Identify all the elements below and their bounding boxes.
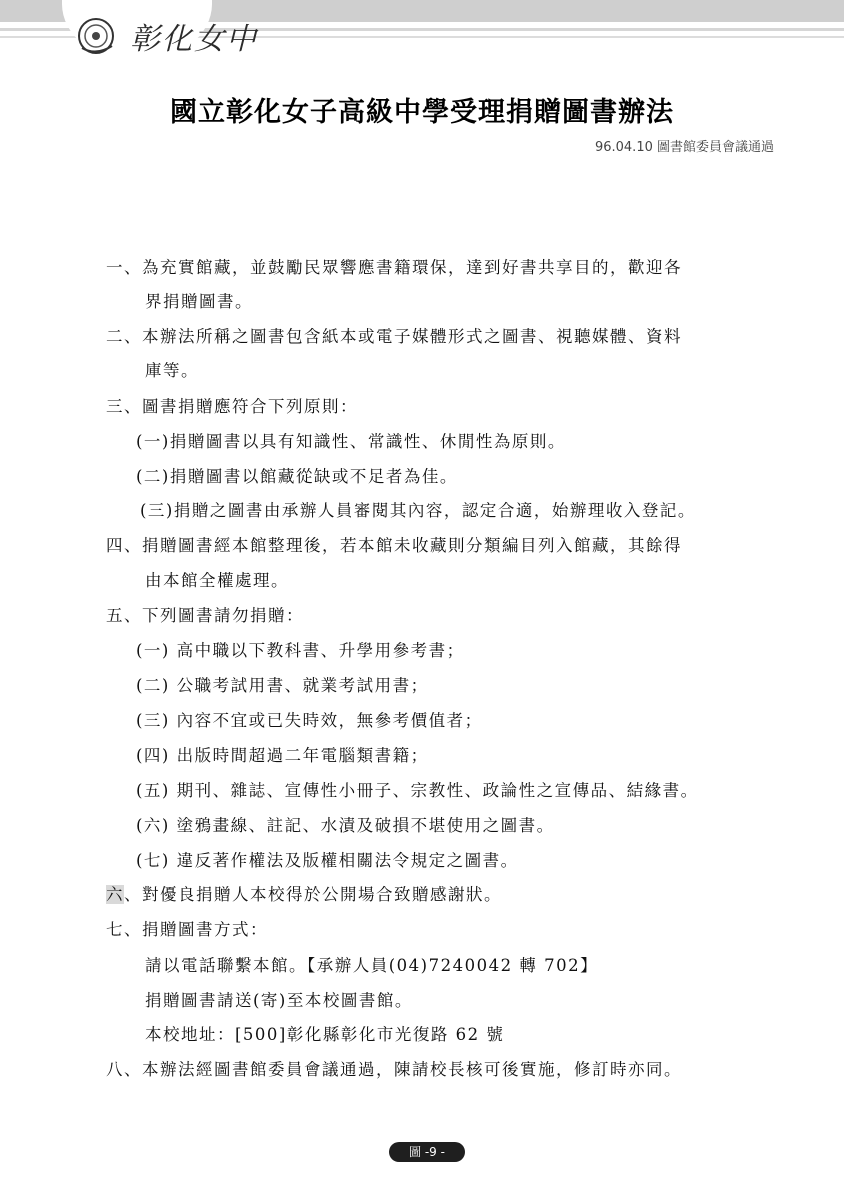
clause-3-item-3: (三)捐贈之圖書由承辦人員審閱其內容，認定合適，始辦理收入登記。 bbox=[140, 501, 696, 520]
clause-7-delivery: 捐贈圖書請送(寄)至本校圖書館。 bbox=[145, 991, 413, 1010]
school-logo-text: 彰化女中 bbox=[130, 22, 258, 57]
clause-7-address: 本校地址：[500]彰化縣彰化市光復路 62 號 bbox=[145, 1025, 505, 1044]
clause-5-item-1: (一) 高中職以下教科書、升學用參考書； bbox=[136, 641, 465, 660]
clause-5-item-5: (五) 期刊、雜誌、宣傳性小冊子、宗教性、政論性之宣傳品、結緣書。 bbox=[136, 781, 699, 800]
clause-3-heading: 三、圖書捐贈應符合下列原則： bbox=[106, 397, 358, 416]
clause-5-item-6: (六) 塗鴉畫線、註記、水漬及破損不堪使用之圖書。 bbox=[136, 816, 555, 835]
clause-2-line-2: 庫等。 bbox=[145, 361, 199, 380]
page-title: 國立彰化女子高級中學受理捐贈圖書辦法 bbox=[170, 97, 674, 128]
clause-4-line-2: 由本館全權處理。 bbox=[145, 571, 289, 590]
clause-5-item-3: (三) 內容不宜或已失時效，無參考價值者； bbox=[136, 711, 483, 730]
clause-7-heading: 七、捐贈圖書方式： bbox=[106, 920, 268, 939]
clause-6-text: 、對優良捐贈人本校得於公開場合致贈感謝狀。 bbox=[124, 885, 502, 904]
page-number: 圖 -9 - bbox=[389, 1142, 465, 1162]
clause-1-line-2: 界捐贈圖書。 bbox=[145, 292, 253, 311]
approval-note: 96.04.10 圖書館委員會議通過 bbox=[594, 140, 774, 155]
school-emblem-icon bbox=[76, 16, 116, 56]
clause-8: 八、本辦法經圖書館委員會議通過，陳請校長核可後實施，修訂時亦同。 bbox=[106, 1060, 682, 1079]
clause-3-item-2: (二)捐贈圖書以館藏從缺或不足者為佳。 bbox=[136, 467, 458, 486]
header-band bbox=[0, 0, 844, 57]
clause-5-heading: 五、下列圖書請勿捐贈： bbox=[106, 606, 304, 625]
clause-5-item-2: (二) 公職考試用書、就業考試用書； bbox=[136, 676, 429, 695]
highlighted-numeral: 六 bbox=[106, 885, 124, 904]
clause-5-item-7: (七) 違反著作權法及版權相關法令規定之圖書。 bbox=[136, 851, 519, 870]
clause-5-item-4: (四) 出版時間超過二年電腦類書籍； bbox=[136, 746, 429, 765]
clause-3-item-1: (一)捐贈圖書以具有知識性、常識性、休閒性為原則。 bbox=[136, 432, 566, 451]
clause-4-line-1: 四、捐贈圖書經本館整理後，若本館未收藏則分類編目列入館藏，其餘得 bbox=[106, 536, 682, 555]
clause-1-line-1: 一、為充實館藏，並鼓勵民眾響應書籍環保，達到好書共享目的，歡迎各 bbox=[106, 258, 682, 277]
clause-2-line-1: 二、本辦法所稱之圖書包含紙本或電子媒體形式之圖書、視聽媒體、資料 bbox=[106, 327, 682, 346]
clause-6 bbox=[106, 884, 502, 906]
clause-7-phone: 請以電話聯繫本館。【承辦人員(04)7240042 轉 702】 bbox=[145, 956, 599, 975]
